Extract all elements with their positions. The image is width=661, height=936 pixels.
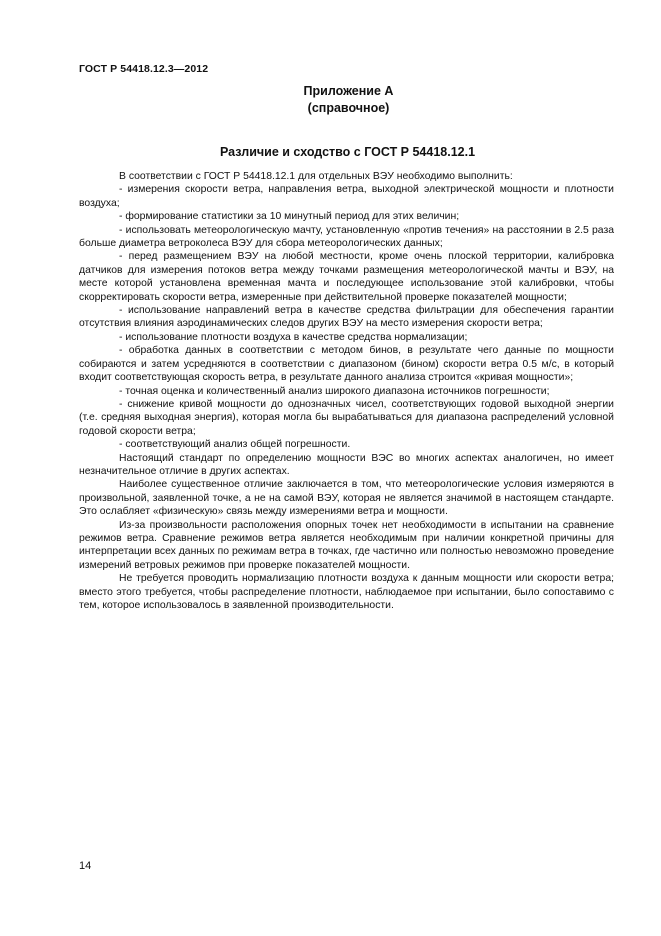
section-title-text: Различие и сходство с ГОСТ Р 54418.12.1 — [219, 145, 476, 159]
list-item: - перед размещением ВЭУ на любой местности, кроме очень плоской территории, калибровка датчиков для измерения потоков ветра между точками размещения метеорологической мачты и ВЭУ, на месте которой установлена временная мачта и последующее использование этой калибровки, чтобы скорректировать скорости ветра, измеренные при действительной проверке показателей мощности; — [79, 251, 614, 303]
appendix-heading — [0, 83, 661, 117]
list-item: - использовать метеорологическую мачту, установленную «против течения» на расстоянии в 2.5 раза больше диаметра ветроколеса ВЭУ для сбора метеорологических данных; — [79, 224, 614, 250]
list-item: - обработка данных в соответствии с методом бинов, в результате чего данные по мощности собираются и затем усредняются в соответствии с диапазоном (бином) скорости ветра 0.5 м/с, в который входит соответствующая скорость ветра, в результате данного анализа строится «кривая мощности»; — [79, 345, 614, 384]
appendix-subtitle: (справочное) — [307, 101, 390, 115]
body-text — [79, 170, 614, 612]
list-item: - использование направлений ветра в качестве средства фильтрации для обеспечения гарантии отсутствия влияния аэродинамических следов других ВЭУ на место измерения скорости ветра; — [79, 305, 614, 330]
paragraph: Настоящий стандарт по определению мощности ВЭС во многих аспектах аналогичен, но имеет незначительное отличие в других аспектах. — [79, 452, 614, 477]
appendix-title: Приложение А — [303, 84, 394, 98]
list-item: - снижение кривой мощности до однозначных чисел, соответствующих годовой выходной энергии (т.е. средняя выходная энергия), которая могла бы вырабатываться для диапазона распределений условной годовой скорости ветра; — [79, 398, 614, 437]
list-item: - соответствующий анализ общей погрешности. — [119, 439, 351, 451]
list-item: - измерения скорости ветра, направления ветра, выходной электрической мощности и плотности воздуха; — [79, 184, 614, 209]
page-number: 14 — [79, 860, 92, 872]
list-item: - формирование статистики за 10 минутный период для этих величин; — [119, 211, 460, 223]
section-title — [0, 145, 661, 159]
document-code: ГОСТ Р 54418.12.3—2012 — [79, 63, 209, 75]
paragraph: Из-за произвольности расположения опорных точек нет необходимости в испытании на сравнение режимов ветра. Сравнение режимов ветра является необходимым при наличии конкретной причины для интерпретации всех данных по режимам ветра в точках, где частично или полностью невозможно проведение измерений ветровых режимов при проверке показателей мощности. — [79, 519, 614, 571]
list-item: - использование плотности воздуха в качестве средства нормализации; — [119, 331, 468, 343]
paragraph: Не требуется проводить нормализацию плотности воздуха к данным мощности или скорости ветра; вместо этого требуется, чтобы распределение плотности, наблюдаемое при испытании, было сопоставимо с тем, которое использовалось в заявленной производительности. — [79, 573, 614, 611]
list-item: - точная оценка и количественный анализ широкого диапазона источников погрешности; — [119, 385, 550, 397]
paragraph: Наиболее существенное отличие заключается в том, что метеорологические условия измеряются в произвольной, заявленной точке, а не на самой ВЭУ, которая не является значимой в настоящем стандарте. Это ослабляет «физическую» связь между измерениями ветра и мощности. — [79, 479, 614, 518]
paragraph: В соответствии с ГОСТ Р 54418.12.1 для отдельных ВЭУ необходимо выполнить: — [119, 171, 513, 182]
